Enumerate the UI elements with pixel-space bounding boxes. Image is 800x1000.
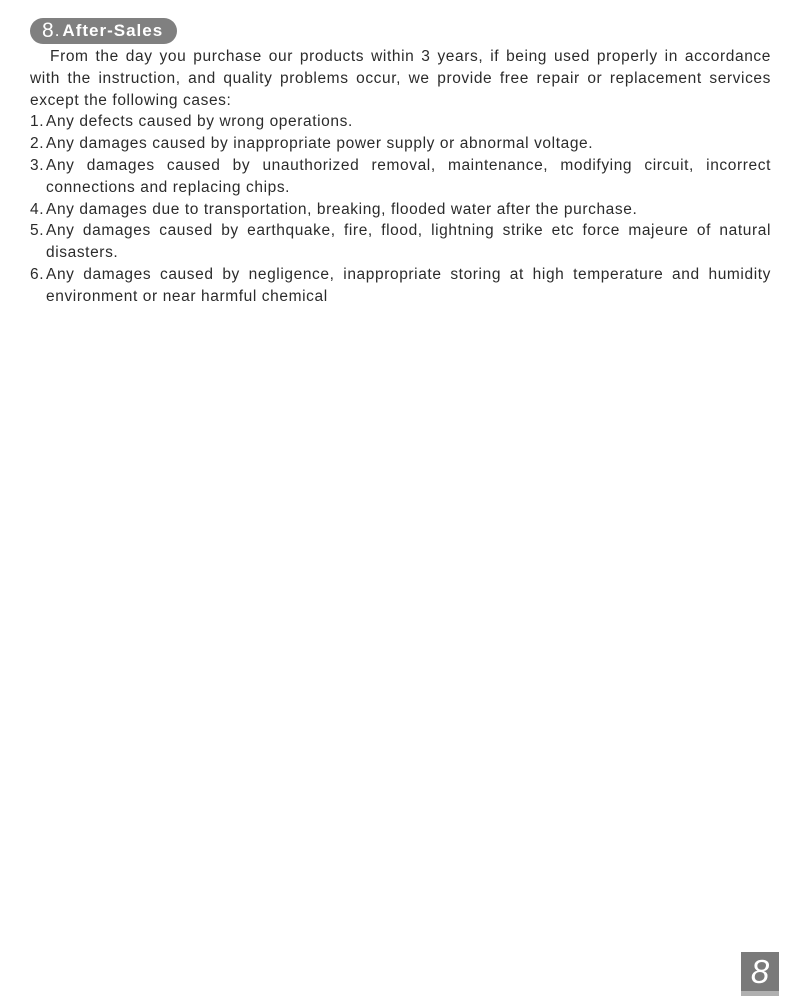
case-text: Any damages caused by earthquake, fire, flood, lightning strike etc force majeure of natural disasters.: [46, 222, 771, 262]
list-item: [30, 199, 771, 221]
section-title: After-Sales: [62, 21, 164, 40]
list-item: [30, 220, 771, 264]
case-number: 5.: [30, 222, 45, 240]
after-sales-content: [30, 46, 771, 308]
case-text: Any damages caused by unauthorized removal, maintenance, modifying circuit, incorrect connections and replacing chips.: [46, 156, 771, 196]
list-item: [30, 155, 771, 199]
case-text: Any damages caused by inappropriate power supply or abnormal voltage.: [46, 135, 594, 153]
list-item: [30, 264, 771, 308]
case-text: Any damages due to transportation, breaking, flooded water after the purchase.: [46, 200, 638, 218]
case-number: 6.: [30, 265, 45, 283]
section-number-separator: .: [54, 21, 60, 40]
list-item: [30, 133, 771, 155]
case-number: 1.: [30, 113, 45, 131]
intro-paragraph: From the day you purchase our products within 3 years, if being used properly in accordance with the instruction, and quality problems occur, we provide free repair or replacement services except the following cases:: [30, 48, 771, 109]
section-header: [30, 18, 177, 44]
case-number: 4.: [30, 200, 45, 218]
case-number: 3.: [30, 156, 45, 174]
case-text: Any damages caused by negligence, inappropriate storing at high temperature and humidity environment or near harmful chemical: [46, 265, 771, 305]
case-text: Any defects caused by wrong operations.: [46, 113, 353, 131]
exception-case-list: [30, 111, 771, 307]
section-number: 8: [42, 19, 54, 42]
case-number: 2.: [30, 135, 45, 153]
page-number-badge: 8: [741, 952, 779, 996]
list-item: [30, 111, 771, 133]
